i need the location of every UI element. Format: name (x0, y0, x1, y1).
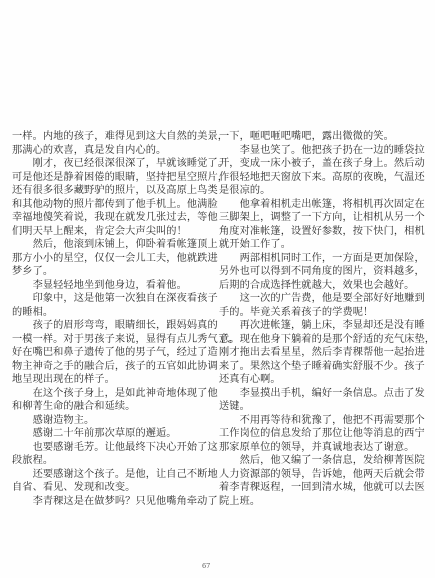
text-line: 一样。内地的孩子，难得见到这大自然的美景， (12, 131, 229, 142)
text-line: 李显也笑了。他把孩子扔在一边的睡袋拉 (219, 144, 425, 156)
text-line: 地呈现出现在的样子。 (12, 374, 115, 385)
text-line: 一下，咂吧咂吧嘴吧，露出微微的笑。 (219, 131, 394, 142)
text-line: 那方小小的星空，仅仅一会儿工夫，他就跌进 (12, 252, 218, 264)
text-line: 和柳菁生命的融合和延续。 (12, 401, 136, 412)
text-line: 的睡相。 (12, 306, 54, 318)
text-line: 他拿着相机走出帐篷，将相机再次固定在 (219, 198, 425, 210)
text-line: 手的。毕竟关系着孩子的学费呢！ (219, 306, 374, 318)
text-line: 来了。果然这个垫子睡着确实舒服不少。孩子 (219, 360, 425, 372)
text-line: 刚才，夜已经很深很深了，早就该睡觉了。 (12, 158, 229, 169)
text-line: 不用再等待和犹豫了，他把不再需要那个 (219, 414, 425, 426)
text-line: 两部相机同时工作，一方面是更加保险， (219, 252, 425, 264)
text-line: 物主神奇之手的融合后，孩子的五官如此协调 (12, 360, 218, 372)
text-line: 印象中，这是他第一次独自在深夜看孩子 (12, 293, 218, 304)
text-line: 着李青稞返程，一回到清水城，他就可以去医 (219, 482, 425, 493)
text-line: 作很轻地把天窗放下来。高原的夜晚，气温还 (219, 171, 425, 183)
text-line: 幸福地傻笑着说，我现在就发几张过去，等他 (12, 212, 218, 223)
text-line: 就开始工作了。 (219, 239, 292, 250)
text-line: 刚才拖出去看星星，然后李青稞帮他一起抬进 (219, 347, 425, 358)
page-number: 67 (202, 562, 211, 570)
text-line: 再次进帐篷，躺上床，李显却还是没有睡 (219, 320, 425, 331)
text-line: 角度对准帐篷，设置好参数，按下快门，相机 (219, 225, 425, 237)
text-line: 李青稞这是在做梦吗？只见他嘴角牵动了 (12, 495, 218, 507)
text-line: 这一次的广告费，他是要全部好好地赚到 (219, 293, 425, 304)
text-line: 然后，他滚到床铺上，仰卧着看帐篷顶上 (12, 239, 218, 250)
text-line: 意。现在他身下躺着的是那个舒适的充气床垫， (219, 333, 435, 345)
right-text-column (219, 130, 435, 508)
text-line: 院上班。 (219, 495, 261, 507)
text-line: 段旅程。 (12, 455, 54, 466)
text-line: 人力资源部的领导，告诉她，他两天后就会带 (219, 468, 425, 480)
text-line: 开，变成一床小被子，盖在孩子身上。然后动 (219, 158, 425, 169)
text-line: 一模一样。对于男孩子来说，显得有点儿秀气了。 (12, 333, 239, 345)
text-line: 还真有心啊。 (219, 374, 281, 385)
text-line: 好在嘴巴和鼻子遗传了他的男子气，经过了造 (12, 347, 218, 358)
text-line: 还要感谢这个孩子。是他，让自己不断地 (12, 468, 218, 480)
text-line: 三脚架上，调整了一下方向，让相机从另一个 (219, 212, 425, 223)
text-line: 是很凉的。 (219, 185, 271, 196)
text-line: 然后，他又编了一条信息，发给柳菁医院 (219, 455, 425, 466)
text-line: 那家原单位的领导，并真诚地表达了谢意。 (219, 441, 415, 453)
text-line: 孩子的眉形弯弯，眼睛细长，跟妈妈真的 (12, 320, 218, 331)
text-line: 也要感谢毛芳。让他最终下决心开始了这 (12, 441, 218, 453)
text-line: 李显摸出手机，编好一条信息。点击了发 (219, 387, 425, 399)
text-line: 们明天早上醒来，肯定会大声尖叫的！ (12, 225, 187, 237)
text-line: 在这个孩子身上，是如此神奇地体现了他 (12, 387, 218, 399)
text-line: 梦乡了。 (12, 266, 54, 277)
text-line: 和其他动物的照片都传到了他手机上。他满脸 (12, 198, 218, 210)
text-line: 李显轻轻地坐到他身边，看着他。 (12, 279, 187, 291)
text-line: 自省、看见、发现和改变。 (12, 482, 136, 493)
text-line: 另外也可以得到不同角度的图片，资料越多， (219, 266, 425, 277)
text-line: 那满心的欢喜，真是发自内心的。 (12, 144, 167, 156)
text-line: 工作岗位的信息发给了那位让他等消息的西宁 (219, 428, 425, 439)
text-line: 还有很多很多藏野驴的照片，以及高原上鸟类 (12, 185, 218, 196)
text-line: 可是他还是静着困倦的眼睛，坚持把星空照片， (12, 171, 229, 183)
text-line: 感谢造物主。 (12, 414, 95, 426)
text-line: 后期的合成选择性就越大，效果也会越好。 (219, 279, 415, 291)
text-line: 送键。 (219, 401, 250, 412)
text-line: 感谢二十年前那次草原的邂逅。 (12, 428, 177, 439)
